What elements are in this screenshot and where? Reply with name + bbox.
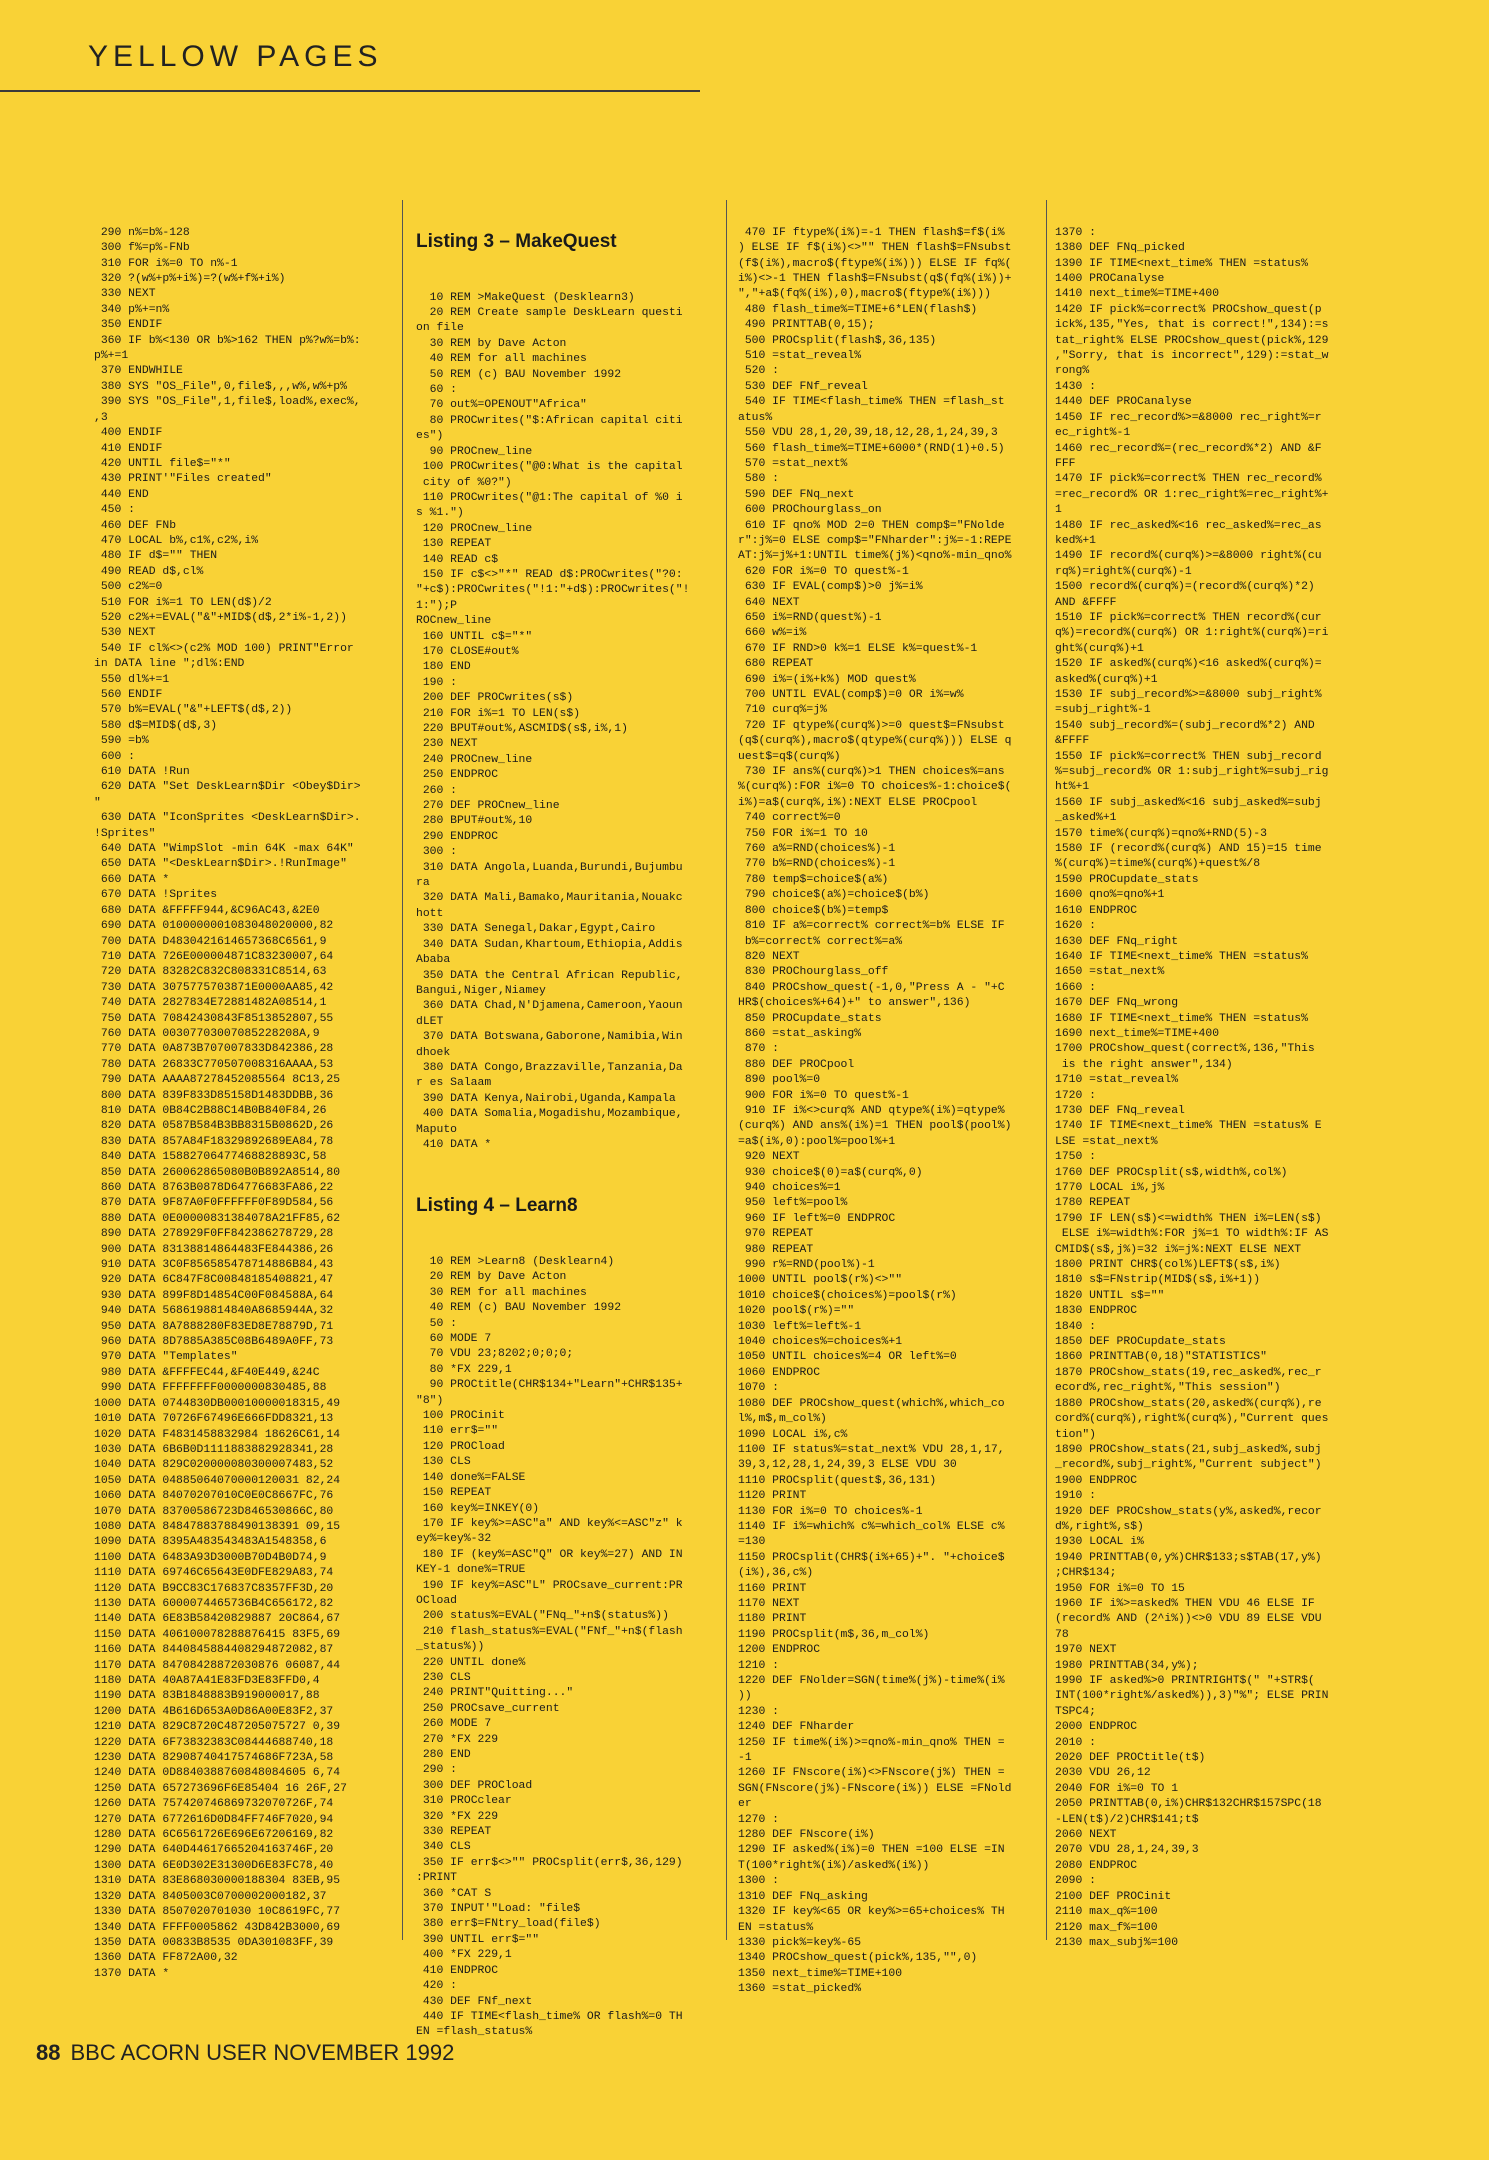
publication-name: BBC ACORN USER NOVEMBER 1992 [70,2040,455,2065]
listing-code: 1370 : 1380 DEF FNq_picked 1390 IF TIME<next_time% THEN =status% 1400 PROCanalyse 1410 next_time%=TIME+400 1420 IF pick%=correct% PROCshow_quest(p ick%,135,"Yes, that is correct!",134):=s tat_right% ELSE PROCshow_quest(pick%,129 ,"Sorry, that is incorrect",129):=stat_w rong% 1430 : 1440 DEF PROCanalyse 1450 IF rec_record%>=&8000 rec_right%=r ec_right%-1 1460 rec_record%=(rec_record%*2) AND &F FFF 1470 IF pick%=correct% THEN rec_record% =rec_record% OR 1:rec_right%=rec_right%+ 1 1480 IF rec_asked%<16 rec_asked%=rec_as ked%+1 1490 IF record%(curq%)>=&8000 right%(cu rq%)=right%(curq%)-1 1500 record%(curq%)=(record%(curq%)*2) AND &FFFF 1510 IF pick%=correct% THEN record%(cur q%)=record%(curq%) OR 1:right%(curq%)=ri ght%(curq%)+1 1520 IF asked%(curq%)<16 asked%(curq%)= asked%(curq%)+1 1530 IF subj_record%>=&8000 subj_right% =subj_right%-1 1540 subj_record%=(subj_record%*2) AND &FFFF 1550 IF pick%=correct% THEN subj_record %=subj_record% OR 1:subj_right%=subj_rig ht%+1 1560 IF subj_asked%<16 subj_asked%=subj _asked%+1 1570 time%(curq%)=qno%+RND(5)-3 1580 IF (record%(curq%) AND 15)=15 time %(curq%)=time%(curq%)+quest%/8 1590 PROCupdate_stats 1600 qno%=qno%+1 1610 ENDPROC 1620 : 1630 DEF FNq_right 1640 IF TIME<next_time% THEN =status% 1650 =stat_next% 1660 : 1670 DEF FNq_wrong 1680 IF TIME<next_time% THEN =status% 1690 next_time%=TIME+400 1700 PROCshow_quest(correct%,136,"This is the right answer",134) 1710 =stat_reveal% 1720 : 1730 DEF FNq_reveal 1740 IF TIME<next_time% THEN =status% E LSE =stat_next% 1750 : 1760 DEF PROCsplit(s$,width%,col%) 1770 LOCAL i%,j% 1780 REPEAT 1790 IF LEN(s$)<=width% THEN i%=LEN(s$) ELSE i%=width%:FOR j%=1 TO width%:IF AS CMID$(s$,j%)=32 i%=j%:NEXT ELSE NEXT 1800 PRINT CHR$(col%)LEFT$(s$,i%) 1810 s$=FNstrip(MID$(s$,i%+1)) 1820 UNTIL s$="" 1830 ENDPROC 1840 : 1850 DEF PROCupdate_stats 1860 PRINTTAB(0,18)"STATISTICS" 1870 PROCshow_stats(19,rec_asked%,rec_r ecord%,rec_right%,"This session") 1880 PROCshow_stats(20,asked%(curq%),re cord%(curq%),right%(curq%),"Current ques tion") 1890 PROCshow_stats(21,subj_asked%,subj _record%,subj_right%,"Current subject") 1900 ENDPROC 1910 : 1920 DEF PROCshow_stats(y%,asked%,recor d%,right%,s$) 1930 LOCAL i% 1940 PRINTTAB(0,y%)CHR$133;s$TAB(17,y%) ;CHR$134; 1950 FOR i%=0 TO 15 1960 IF i%>=asked% THEN VDU 46 ELSE IF (record% AND (2^i%))<>0 VDU 89 ELSE VDU 78 1970 NEXT 1980 PRINTTAB(34,y%); 1990 IF asked%>0 PRINTRIGHT$(" "+STR$( INT(100*right%/asked%)),3)"%"; ELSE PRIN TSPC4; 2000 ENDPROC 2010 : 2020 DEF PROCtitle(t$) 2030 VDU 26,12 2040 FOR i%=0 TO 1 2050 PRINTTAB(0,i%)CHR$132CHR$157SPC(18 -LEN(t$)/2)CHR$141;t$ 2060 NEXT 2070 VDU 28,1,24,39,3 2080 ENDPROC 2090 : 2100 DEF PROCinit 2110 max_q%=100 2120 max_f%=100 2130 max_subj%=100 [1055,226,1329,1949]
column-divider [402,200,403,1940]
code-column-4 [1055,195,1360,2040]
page-footer [36,2040,454,2066]
listing-code: 470 IF ftype%(i%)=-1 THEN flash$=f$(i% ) ELSE IF f$(i%)<>"" THEN flash$=FNsubst (f$(i%),macro$(ftype%(i%))) ELSE IF fq%( i%)<>-1 THEN flash$=FNsubst(q$(fq%(i%))+ ","+a$(fq%(i%),0),macro$(ftype%(i%))) 480 flash_time%=TIME+6*LEN(flash$) 490 PRINTTAB(0,15); 500 PROCsplit(flash$,36,135) 510 =stat_reveal% 520 : 530 DEF FNf_reveal 540 IF TIME<flash_time% THEN =flash_st atus% 550 VDU 28,1,20,39,18,12,28,1,24,39,3 560 flash_time%=TIME+6000*(RND(1)+0.5) 570 =stat_next% 580 : 590 DEF FNq_next 600 PROChourglass_on 610 IF qno% MOD 2=0 THEN comp$="FNolde r":j%=0 ELSE comp$="FNharder":j%=-1:REPE AT:j%=j%+1:UNTIL time%(j%)<qno%-min_qno% 620 FOR i%=0 TO quest%-1 630 IF EVAL(comp$)>0 j%=i% 640 NEXT 650 i%=RND(quest%)-1 660 w%=i% 670 IF RND>0 k%=1 ELSE k%=quest%-1 680 REPEAT 690 i%=(i%+k%) MOD quest% 700 UNTIL EVAL(comp$)=0 OR i%=w% 710 curq%=j% 720 IF qtype%(curq%)>=0 quest$=FNsubst (q$(curq%),macro$(qtype%(curq%))) ELSE q uest$=q$(curq%) 730 IF ans%(curq%)>1 THEN choices%=ans %(curq%):FOR i%=0 TO choices%-1:choice$( i%)=a$(curq%,i%):NEXT ELSE PROCpool 740 correct%=0 750 FOR i%=1 TO 10 760 a%=RND(choices%)-1 770 b%=RND(choices%)-1 780 temp$=choice$(a%) 790 choice$(a%)=choice$(b%) 800 choice$(b%)=temp$ 810 IF a%=correct% correct%=b% ELSE IF b%=correct% correct%=a% 820 NEXT 830 PROChourglass_off 840 PROCshow_quest(-1,0,"Press A - "+C HR$(choices%+64)+" to answer",136) 850 PROCupdate_stats 860 =stat_asking% 870 : 880 DEF PROCpool 890 pool%=0 900 FOR i%=0 TO quest%-1 910 IF i%<>curq% AND qtype%(i%)=qtype% (curq%) AND ans%(i%)=1 THEN pool$(pool%) =a$(i%,0):pool%=pool%+1 920 NEXT 930 choice$(0)=a$(curq%,0) 940 choices%=1 950 left%=pool% 960 IF left%=0 ENDPROC 970 REPEAT 980 REPEAT 990 r%=RND(pool%)-1 1000 UNTIL pool$(r%)<>"" 1010 choice$(choices%)=pool$(r%) 1020 pool$(r%)="" 1030 left%=left%-1 1040 choices%=choices%+1 1050 UNTIL choices%=4 OR left%=0 1060 ENDPROC 1070 : 1080 DEF PROCshow_quest(which%,which_co l%,m$,m_col%) 1090 LOCAL i%,c% 1100 IF status%=stat_next% VDU 28,1,17, 39,3,12,28,1,24,39,3 ELSE VDU 30 1110 PROCsplit(quest$,36,131) 1120 PRINT 1130 FOR i%=0 TO choices%-1 1140 IF i%=which% c%=which_col% ELSE c% =130 1150 PROCsplit(CHR$(i%+65)+". "+choice$ (i%),36,c%) 1160 PRINT 1170 NEXT 1180 PRINT 1190 PROCsplit(m$,36,m_col%) 1200 ENDPROC 1210 : 1220 DEF FNolder=SGN(time%(j%)-time%(i% )) 1230 : 1240 DEF FNharder 1250 IF time%(i%)>=qno%-min_qno% THEN = -1 1260 IF FNscore(i%)<>FNscore(j%) THEN = SGN(FNscore(j%)-FNscore(i%)) ELSE =FNold er 1270 : 1280 DEF FNscore(i%) 1290 IF asked%(i%)=0 THEN =100 ELSE =IN T(100*right%(i%)/asked%(i%)) 1300 : 1310 DEF FNq_asking 1320 IF key%<65 OR key%>=65+choices% TH EN =status% 1330 pick%=key%-65 1340 PROCshow_quest(pick%,135,"",0) 1350 next_time%=TIME+100 1360 =stat_picked% [738,226,1012,1996]
listing-3-title: Listing 3 – MakeQuest [416,230,617,252]
column-divider [1046,200,1047,1940]
page-number: 88 [36,2040,61,2065]
header-rule [0,90,700,92]
section-title: YELLOW PAGES [88,40,383,73]
code-column-3 [738,195,1042,2040]
column-divider [726,200,727,1940]
code-column-1 [94,195,394,2040]
listing-4-code: 10 REM >Learn8 (Desklearn4) 20 REM by Dave Acton 30 REM for all machines 40 REM (c) BAU November 1992 50 : 60 MODE 7 70 VDU 23;8202;0;0;0; 80 *FX 229,1 90 PROCtitle(CHR$134+"Learn"+CHR$135+ "8") 100 PROCinit 110 err$="" 120 PROCload 130 CLS 140 done%=FALSE 150 REPEAT 160 key%=INKEY(0) 170 IF key%>=ASC"a" AND key%<=ASC"z" k ey%=key%-32 180 IF (key%=ASC"Q" OR key%=27) AND IN KEY-1 done%=TRUE 190 IF key%=ASC"L" PROCsave_current:PR OCload 200 status%=EVAL("FNq_"+n$(status%)) 210 flash_status%=EVAL("FNf_"+n$(flash _status%)) 220 UNTIL done% 230 CLS 240 PRINT"Quitting..." 250 PROCsave_current 260 MODE 7 270 *FX 229 280 END 290 : 300 DEF PROCload 310 PROCclear 320 *FX 229 330 REPEAT 340 CLS 350 IF err$<>"" PROCsplit(err$,36,129) :PRINT 360 *CAT S 370 INPUT'"Load: "file$ 380 err$=FNtry_load(file$) 390 UNTIL err$="" 400 *FX 229,1 410 ENDPROC 420 : 430 DEF FNf_next 440 IF TIME<flash_time% OR flash%=0 TH EN =flash_status% [416,1256,683,2039]
listing-code: 290 n%=b%-128 300 f%=p%-FNb 310 FOR i%=0 TO n%-1 320 ?(w%+p%+i%)=?(w%+f%+i%) 330 NEXT 340 p%+=n% 350 ENDIF 360 IF b%<130 OR b%>162 THEN p%?w%=b%: p%+=1 370 ENDWHILE 380 SYS "OS_File",0,file$,,,w%,w%+p% 390 SYS "OS_File",1,file$,load%,exec%, ,3 400 ENDIF 410 ENDIF 420 UNTIL file$="*" 430 PRINT'"Files created" 440 END 450 : 460 DEF FNb 470 LOCAL b%,c1%,c2%,i% 480 IF d$="" THEN 490 READ d$,cl% 500 c2%=0 510 FOR i%=1 TO LEN(d$)/2 520 c2%+=EVAL("&"+MID$(d$,2*i%-1,2)) 530 NEXT 540 IF cl%<>(c2% MOD 100) PRINT"Error in DATA line ";dl%:END 550 dl%+=1 560 ENDIF 570 b%=EVAL("&"+LEFT$(d$,2)) 580 d$=MID$(d$,3) 590 =b% 600 : 610 DATA !Run 620 DATA "Set DeskLearn$Dir <Obey$Dir> " 630 DATA "IconSprites <DeskLearn$Dir>. !Sprites" 640 DATA "WimpSlot -min 64K -max 64K" 650 DATA "<DeskLearn$Dir>.!RunImage" 660 DATA * 670 DATA !Sprites 680 DATA &FFFFF944,&C96AC43,&2E0 690 DATA 0100000001083048020000,82 700 DATA D4830421614657368C6561,9 710 DATA 726E000004871C83230007,64 720 DATA 83282C832C808331C8514,63 730 DATA 3075775703871E0000AA85,42 740 DATA 2827834E72881482A08514,1 750 DATA 70842430843F8513852807,55 760 DATA 00307703007085228208A,9 770 DATA 0A873B707007833D842386,28 780 DATA 26833C770507008316AAAA,53 790 DATA AAAA87278452085564 8C13,25 800 DATA 839F833D85158D1483DDBB,36 810 DATA 0B84C2B88C14B0B840F84,26 820 DATA 0587B584B3BB8315B0862D,26 830 DATA 857A84F18329892689EA84,78 840 DATA 15882706477468828893C,58 850 DATA 260062865080B0B892A8514,80 860 DATA 8763B0878D64776683FA86,22 870 DATA 9F87A0F0FFFFFF0F89D584,56 880 DATA 0E00000831384078A21FF85,62 890 DATA 278929F0FF842386278729,28 900 DATA 83138814864483FE844386,26 910 DATA 3C0F856585478714886B84,43 920 DATA 6C847F8C00848185408821,47 930 DATA 899F8D14854C00F084588A,64 940 DATA 5686198814840A8685944A,32 950 DATA 8A7888280F83ED8E78879D,71 960 DATA 8D7885A385C08B6489A0FF,73 970 DATA "Templates" 980 DATA &FFFFEC44,&F40E449,&24C 990 DATA FFFFFFFF0000000830485,88 1000 DATA 0744830DB00010000018315,49 1010 DATA 70726F67496E666FDD8321,13 1020 DATA F4831458832984 18626C61,14 1030 DATA 6B6B0D1111883882928341,28 1040 DATA 829C020000080300007483,52 1050 DATA 04885064070000120031 82,24 1060 DATA 84070207010C0E0C8667FC,76 1070 DATA 83700586723D846530866C,80 1080 DATA 84847883788490138391 09,15 1090 DATA 8395A483543483A1548358,6 1100 DATA 6483A93D3000B70D4B0D74,9 1110 DATA 69746C65643E0DFE829A83,74 1120 DATA B9CC83C176837C8357FF3D,20 1130 DATA 6000074465736B4C656172,82 1140 DATA 6E83B58420829887 20C864,67 1150 DATA 406100078288876415 83F5,69 1160 DATA 8440845884408294872082,87 1170 DATA 84708428872030876 06087,44 1180 DATA 40A87A41E83FD3E83FFD0,4 1190 DATA 83B1848883B919000017,88 1200 DATA 4B616D653A0D86A00E83F2,37 1210 DATA 829C8720C487205075727 0,39 1220 DATA 6F73832383C08444688740,18 1230 DATA 82908740417574686F723A,58 1240 DATA 0D8840388760848084605 6,74 1250 DATA 657273696F6E85404 16 26F,27 1260 DATA 757420746869732070726F,74 1270 DATA 6772616D0D84FF746F7020,94 1280 DATA 6C6561726E696E67206169,82 1290 DATA 640D44617665204163746F,20 1300 DATA 6E0D302E31300D6E83FC78,40 1310 DATA 83E868030000188304 83EB,95 1320 DATA 8405003C0700002000182,37 1330 DATA 8507020701030 10C8619FC,77 1340 DATA FFFF0005862 43D842B3000,69 1350 DATA 00833B8535 0DA301083FF,39 1360 DATA FF872A00,32 1370 DATA * [94,226,361,1980]
listing-3-code: 10 REM >MakeQuest (Desklearn3) 20 REM Create sample DeskLearn questi on file 30 REM by Dave Acton 40 REM for all machines 50 REM (c) BAU November 1992 60 : 70 out%=OPENOUT"Africa" 80 PROCwrites("$:African capital citi es") 90 PROCnew_line 100 PROCwrites("@0:What is the capital city of %0?") 110 PROCwrites("@1:The capital of %0 i s %1.") 120 PROCnew_line 130 REPEAT 140 READ c$ 150 IF c$<>"*" READ d$:PROCwrites("?0: "+c$):PROCwrites("!1:"+d$):PROCwrites("!1:");P ROCnew_line 160 UNTIL c$="*" 170 CLOSE#out% 180 END 190 : 200 DEF PROCwrites(s$) 210 FOR i%=1 TO LEN(s$) 220 BPUT#out%,ASCMID$(s$,i%,1) 230 NEXT 240 PROCnew_line 250 ENDPROC 260 : 270 DEF PROCnew_line 280 BPUT#out%,10 290 ENDPROC 300 : 310 DATA Angola,Luanda,Burundi,Bujumbu ra 320 DATA Mali,Bamako,Mauritania,Nouakc hott 330 DATA Senegal,Dakar,Egypt,Cairo 340 DATA Sudan,Khartoum,Ethiopia,Addis Ababa 350 DATA the Central African Republic, Bangui,Niger,Niamey 360 DATA Chad,N'Djamena,Cameroon,Yaoun dLET 370 DATA Botswana,Gaborone,Namibia,Win dhoek 380 DATA Congo,Brazzaville,Tanzania,Da r es Salaam 390 DATA Kenya,Nairobi,Uganda,Kampala 400 DATA Somalia,Mogadishu,Mozambique, Maputo 410 DATA * [416,291,690,1151]
code-column-2 [416,195,718,2040]
listing-4-title: Listing 4 – Learn8 [416,1195,578,1217]
